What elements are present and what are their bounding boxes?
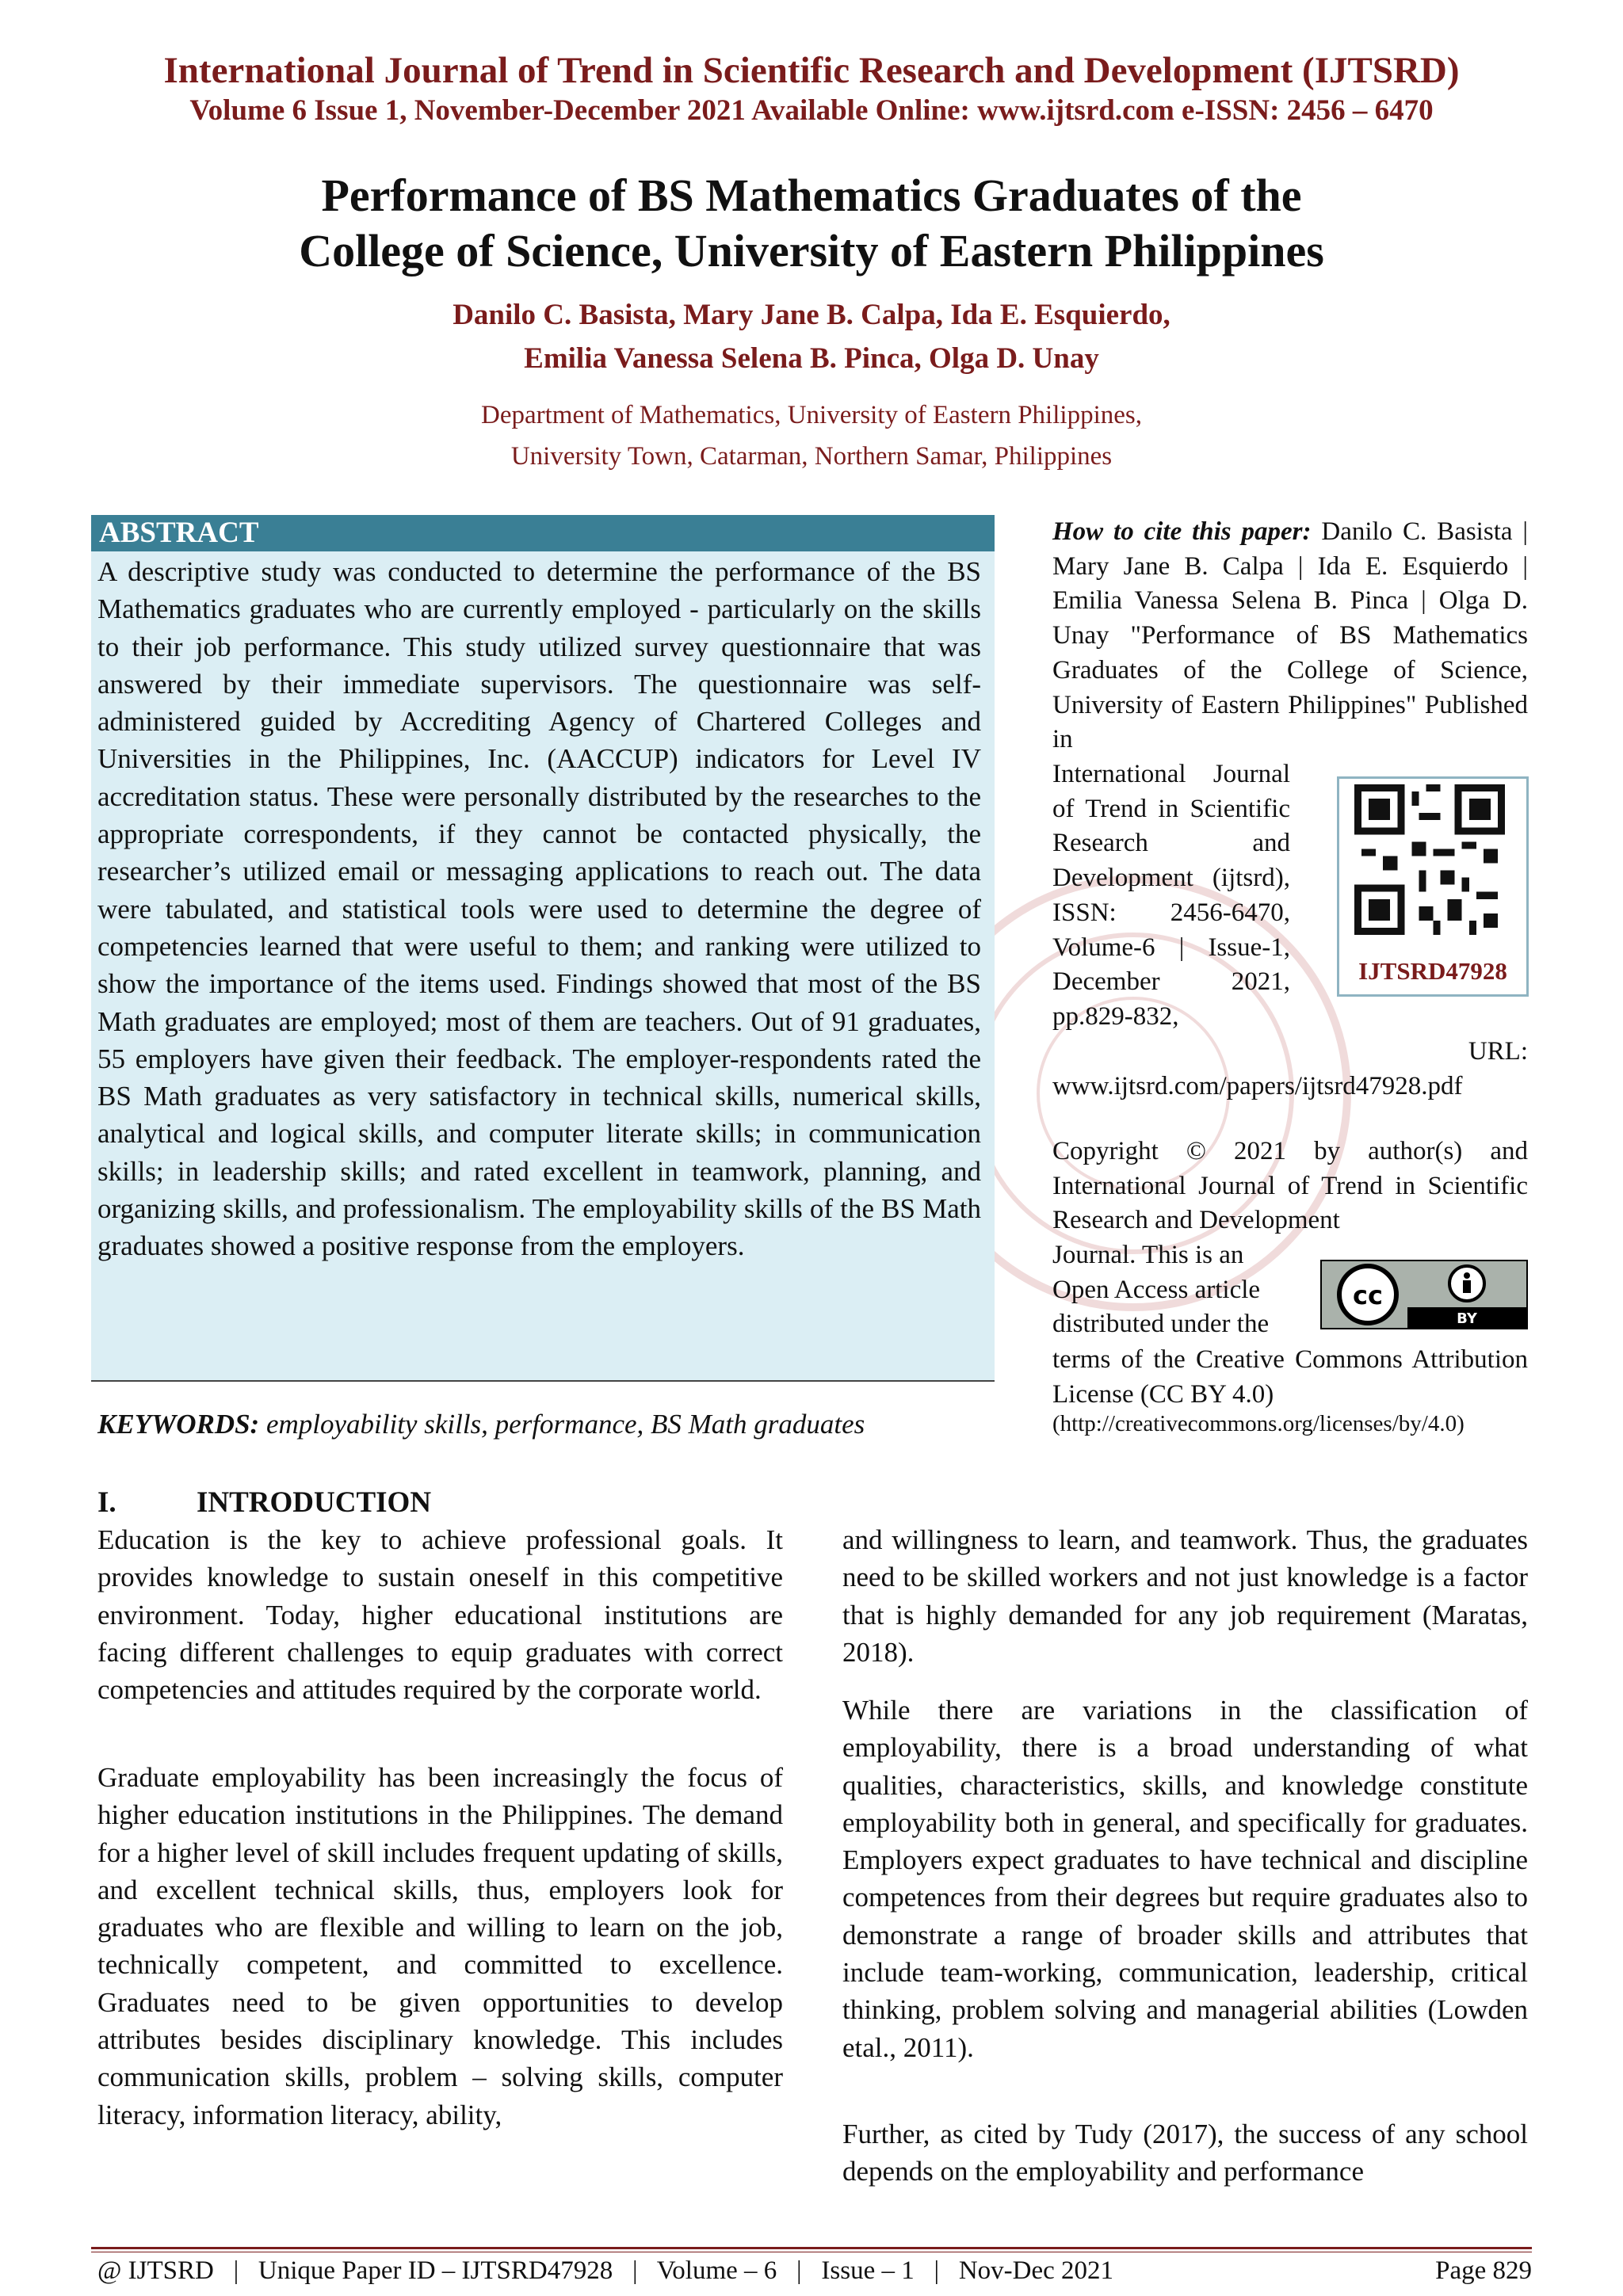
- keywords-label: KEYWORDS:: [97, 1409, 260, 1440]
- citation-url-block: [1052, 1035, 1528, 1104]
- citation-url[interactable]: www.ijtsrd.com/papers/ijtsrd47928.pdf: [1052, 1071, 1463, 1100]
- paper-title: [0, 168, 1623, 279]
- journal-issue-line: Volume 6 Issue 1, November-December 2021 Available Online: www.ijtsrd.com e-ISSN: 2456 – 6470: [189, 94, 1434, 127]
- copyright-license: terms of the Creative Commons Attribution License (CC BY 4.0): [1052, 1345, 1528, 1409]
- citation-label: How to cite this paper:: [1052, 517, 1312, 546]
- copyright-open-access: Journal. This is an Open Access article distributed under the: [1052, 1241, 1270, 1339]
- section-title: INTRODUCTION: [197, 1486, 432, 1519]
- section-heading-introduction: [97, 1486, 431, 1520]
- affiliation-line1: Department of Mathematics, University of Eastern Philippines,: [481, 401, 1142, 429]
- qr-paper-id: IJTSRD47928: [1358, 957, 1507, 985]
- citation-journal: International Journal of Trend in Scientific Research and Development (ijtsrd), ISSN: 2456-6470, Volume-6 | Issue-1, December 2021, pp.829-832,: [1052, 760, 1290, 1031]
- citation-text: Danilo C. Basista | Mary Jane B. Calpa | Ida E. Esquierdo | Emilia Vanessa Selena B. Pinca | Olga D. Unay "Performance of BS Mathematics Graduates of the College of Science, University of Eastern Philippines" Published in: [1052, 517, 1528, 754]
- page-number: Page 829: [1435, 2256, 1532, 2285]
- abstract-heading: [91, 515, 995, 551]
- author-list: [0, 293, 1623, 380]
- paper-title-line1: Performance of BS Mathematics Graduates of the: [321, 170, 1302, 221]
- intro-paragraph: Education is the key to achieve professional goals. It provides knowledge to sustain oneself in this competitive environment. Today, higher educational institutions are facing different challenges to equip graduates with correct competencies and attitudes required by the corporate world.: [97, 1524, 783, 1706]
- intro-paragraph: Graduate employability has been increasingly the focus of higher education institutions in the Philippines. The demand for a higher level of skill includes frequent updating of skills, and excellent technical skills, thus, employers look for graduates who are flexible and willing to learn on the job, technically competent, and committed to excellence. Graduates need to be given opportunities to develop attributes besides disciplinary knowledge. This includes communication skills, problem – solving skills, computer literacy, information literacy, ability,: [97, 1762, 783, 2130]
- author-line1: Danilo C. Basista, Mary Jane B. Calpa, Ida E. Esquierdo,: [453, 299, 1170, 331]
- affiliation-line2: University Town, Catarman, Northern Samar, Philippines: [510, 442, 1113, 471]
- intro-paragraph: Further, as cited by Tudy (2017), the success of any school depends on the employability and performance: [842, 2119, 1528, 2187]
- footer-rule: [91, 2247, 1532, 2249]
- abstract-divider: [91, 1380, 995, 1382]
- cc-badge-by: BY: [1457, 1310, 1477, 1327]
- journal-title: International Journal of Trend in Scientific Research and Development (IJTSRD): [163, 50, 1460, 91]
- qr-code-icon[interactable]: [1346, 784, 1513, 935]
- page-footer: [97, 2256, 1532, 2286]
- intro-paragraph: and willingness to learn, and teamwork. Thus, the graduates need to be skilled workers and not just knowledge is a factor that is highly demanded for any job requirement (Maratas, 2018).: [842, 1524, 1528, 1668]
- license-url[interactable]: (http://creativecommons.org/licenses/by/4.0): [1052, 1411, 1465, 1436]
- abstract-heading-text: ABSTRACT: [99, 517, 259, 549]
- section-number: I.: [97, 1486, 116, 1519]
- author-line2: Emilia Vanessa Selena B. Pinca, Olga D. Unay: [524, 342, 1099, 375]
- cc-by-license-icon[interactable]: [1320, 1260, 1528, 1329]
- paper-title-line2: College of Science, University of Eastern Philippines: [299, 225, 1324, 277]
- citation-url-label: URL:: [1468, 1037, 1528, 1066]
- keywords: [97, 1409, 1001, 1440]
- cc-badge-cc: cc: [1353, 1280, 1383, 1310]
- citation-block: [1052, 515, 1528, 757]
- intro-paragraph: While there are variations in the classification of employability, there is a broad understanding of what qualities, characteristics, skills, and knowledge constitute employability both in general, and specifically for graduates. Employers expect graduates to have technical and discipline competences from their degrees but require graduates also to demonstrate a range of broader skills and attributes that include team-working, communication, leadership, critical thinking, problem solving and managerial abilities (Lowden etal., 2011).: [842, 1695, 1528, 2063]
- affiliation: [0, 395, 1623, 477]
- footer-info: @ IJTSRD | Unique Paper ID – IJTSRD47928 | Volume – 6 | Issue – 1 | Nov-Dec 2021: [97, 2256, 1114, 2285]
- copyright-text: Copyright © 2021 by author(s) and International Journal of Trend in Scientific Research and Development: [1052, 1137, 1528, 1235]
- abstract-text: A descriptive study was conducted to determine the performance of the BS Mathematics graduates who are currently employed - particularly on the skills to their job performance. This study utilized survey questionnaire that was answered by their immediate supervisors. The questionnaire was self-administered guided by Accrediting Agency of Chartered Colleges and Universities in the Philippines, Inc. (AACCUP) indicators for Level IV accreditation status. These were personally distributed by the researches to the appropriate correspondents, if they cannot be contacted physically, the researcher’s utilized email or messaging applications to reach out. The data were tabulated, and statistical tools were used to determine the degree of competencies learned that were useful to them; and ranking were utilized to show the importance of the items used. Findings showed that most of the BS Math graduates are employed; most of them are teachers. Out of 91 graduates, 55 employers have given their feedback. The employer-respondents rated the BS Math graduates as very satisfactory in technical skills, numerical skills, analytical and logical skills, and computer literate skills; in communication skills; in leadership skills; and rated excellent in teamwork, planning, and organizing skills, and professionalism. The employability skills of the BS Math graduates showed a positive response from the employers.: [97, 556, 981, 1262]
- keywords-text: employability skills, performance, BS Math graduates: [259, 1409, 865, 1440]
